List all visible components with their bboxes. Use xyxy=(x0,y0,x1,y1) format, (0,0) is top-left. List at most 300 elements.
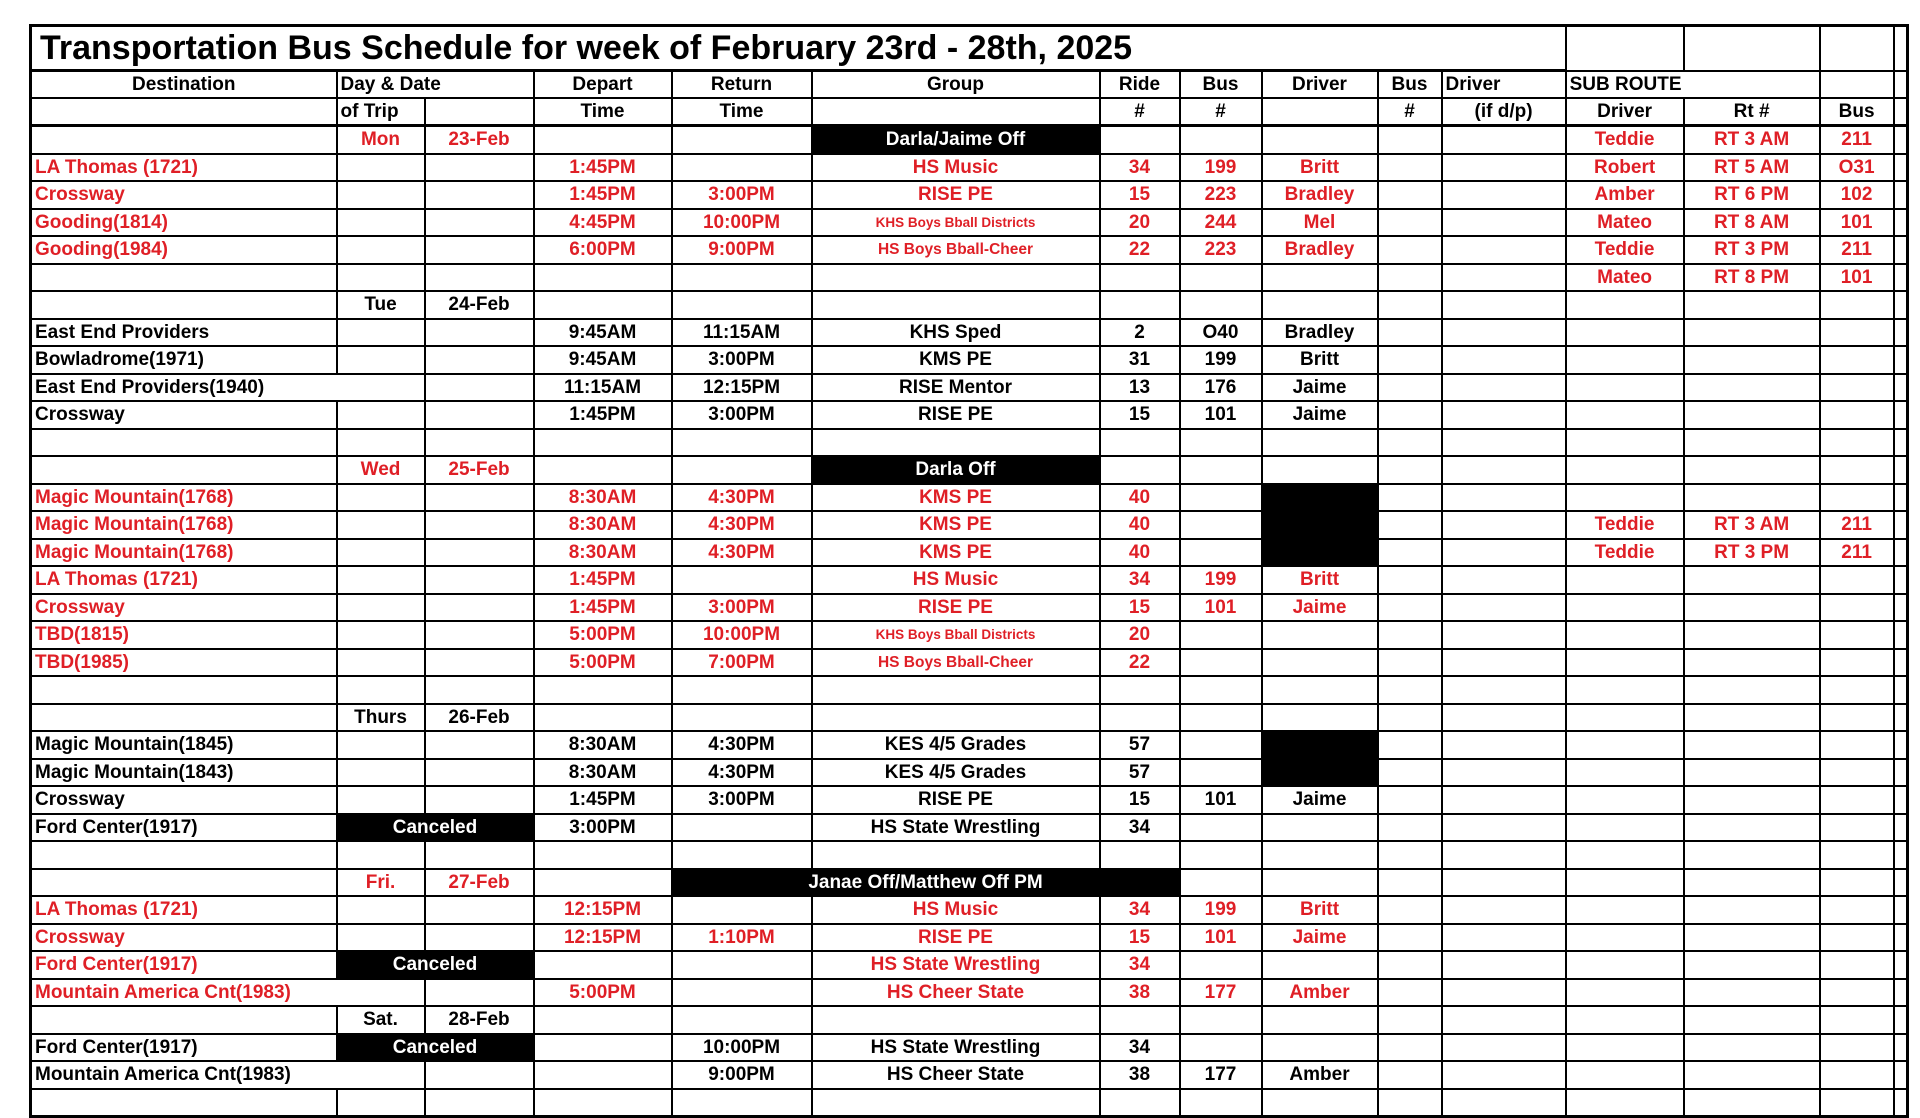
cell-driver xyxy=(1262,621,1378,649)
cell-group: KHS Sped xyxy=(812,319,1100,347)
cell-driver2 xyxy=(1442,924,1566,952)
schedule-row xyxy=(31,181,1908,209)
bus-schedule-sheet xyxy=(29,24,1909,1118)
cell-driver2 xyxy=(1442,896,1566,924)
cell-sub-rt: RT 8 AM xyxy=(1684,209,1820,237)
cell-bus2-num xyxy=(1378,1006,1442,1034)
cell-group: KES 4/5 Grades xyxy=(812,759,1100,787)
schedule-row xyxy=(31,951,1908,979)
cell-group xyxy=(812,1089,1100,1117)
header-empty-cell xyxy=(1894,71,1908,99)
cell-ride-num xyxy=(1100,291,1180,319)
cell-driver2 xyxy=(1442,869,1566,897)
cell-bus2-num xyxy=(1378,181,1442,209)
cell-off-banner: Darla/Jaime Off xyxy=(812,126,1100,154)
cell-sub-rt xyxy=(1684,456,1820,484)
cell-bus2-num xyxy=(1378,896,1442,924)
col-header-day-date: Day & Date xyxy=(337,71,534,99)
cell-day xyxy=(337,649,425,677)
cell-sub-rt: RT 8 PM xyxy=(1684,264,1820,292)
sheet-title: Transportation Bus Schedule for week of February 23rd - 28th, 2025 xyxy=(31,26,1566,71)
header-empty-cell xyxy=(31,98,337,126)
cell-group xyxy=(812,429,1100,457)
cell-sub-driver xyxy=(1566,621,1684,649)
cell-sub-rt xyxy=(1684,1061,1820,1089)
cell-depart-time: 1:45PM xyxy=(534,594,672,622)
cell-return-time xyxy=(672,126,812,154)
cell-sub-driver xyxy=(1566,924,1684,952)
cell-sub-rt xyxy=(1684,649,1820,677)
cell-sub-rt xyxy=(1684,346,1820,374)
cell-off-banner: Darla Off xyxy=(812,456,1100,484)
cell-ride-num: 13 xyxy=(1100,374,1180,402)
cell-group: KES 4/5 Grades xyxy=(812,731,1100,759)
cell-ride-num xyxy=(1100,126,1180,154)
cell-depart-time: 1:45PM xyxy=(534,154,672,182)
cell-tail xyxy=(1894,924,1908,952)
cell-driver2 xyxy=(1442,951,1566,979)
cell-depart-time: 3:00PM xyxy=(534,814,672,842)
cell-depart-time: 8:30AM xyxy=(534,539,672,567)
cell-driver xyxy=(1262,264,1378,292)
cell-destination: Gooding(1814) xyxy=(31,209,337,237)
cell-sub-bus xyxy=(1820,291,1894,319)
cell-group: HS State Wrestling xyxy=(812,951,1100,979)
cell-sub-bus: 102 xyxy=(1820,181,1894,209)
cell-sub-bus xyxy=(1820,731,1894,759)
cell-group: HS Cheer State xyxy=(812,979,1100,1007)
cell-sub-bus: 211 xyxy=(1820,511,1894,539)
cell-sub-rt xyxy=(1684,401,1820,429)
cell-destination xyxy=(31,126,337,154)
cell-sub-bus xyxy=(1820,374,1894,402)
cell-sub-driver xyxy=(1566,346,1684,374)
header-empty-cell xyxy=(1820,71,1894,99)
cell-tail xyxy=(1894,814,1908,842)
cell-destination: East End Providers xyxy=(31,319,337,347)
header-empty-cell xyxy=(425,98,534,126)
cell-driver xyxy=(1262,704,1378,732)
schedule-row xyxy=(31,621,1908,649)
cell-bus-num: 101 xyxy=(1180,401,1262,429)
schedule-row xyxy=(31,676,1908,704)
cell-ride-num: 15 xyxy=(1100,924,1180,952)
cell-day: Tue xyxy=(337,291,425,319)
cell-sub-driver: Teddie xyxy=(1566,236,1684,264)
cell-driver2 xyxy=(1442,814,1566,842)
cell-bus-num: 101 xyxy=(1180,924,1262,952)
cell-bus2-num xyxy=(1378,566,1442,594)
cell-bus2-num xyxy=(1378,951,1442,979)
cell-bus-num: 223 xyxy=(1180,236,1262,264)
cell-group xyxy=(812,841,1100,869)
cell-sub-bus xyxy=(1820,621,1894,649)
header-row-1 xyxy=(31,71,1908,99)
cell-depart-time: 8:30AM xyxy=(534,731,672,759)
cell-date xyxy=(425,539,534,567)
cell-sub-driver xyxy=(1566,979,1684,1007)
cell-ride-num: 15 xyxy=(1100,401,1180,429)
cell-canceled: Canceled xyxy=(337,951,534,979)
cell-sub-rt xyxy=(1684,786,1820,814)
cell-sub-driver xyxy=(1566,731,1684,759)
cell-day xyxy=(337,511,425,539)
cell-return-time: 10:00PM xyxy=(672,209,812,237)
cell-sub-driver: Teddie xyxy=(1566,126,1684,154)
cell-date xyxy=(425,319,534,347)
cell-group: KHS Boys Bball Districts xyxy=(812,209,1100,237)
cell-bus-num xyxy=(1180,1089,1262,1117)
cell-depart-time xyxy=(534,264,672,292)
cell-group: HS Boys Bball-Cheer xyxy=(812,649,1100,677)
cell-bus2-num xyxy=(1378,236,1442,264)
cell-tail xyxy=(1894,374,1908,402)
cell-tail xyxy=(1894,896,1908,924)
col-header-driver: Driver xyxy=(1262,71,1378,99)
col-header-destination: Destination xyxy=(31,71,337,99)
cell-destination xyxy=(31,676,337,704)
schedule-header xyxy=(31,26,1908,126)
cell-depart-time xyxy=(534,456,672,484)
cell-sub-rt xyxy=(1684,841,1820,869)
cell-sub-rt: RT 3 PM xyxy=(1684,236,1820,264)
cell-bus-num: O40 xyxy=(1180,319,1262,347)
schedule-row xyxy=(31,264,1908,292)
cell-return-time xyxy=(672,291,812,319)
cell-tail xyxy=(1894,209,1908,237)
cell-return-time xyxy=(672,429,812,457)
cell-tail xyxy=(1894,511,1908,539)
title-empty-cell xyxy=(1684,26,1820,71)
cell-date xyxy=(425,1061,534,1089)
cell-destination: Magic Mountain(1843) xyxy=(31,759,337,787)
cell-return-time xyxy=(672,979,812,1007)
cell-ride-num xyxy=(1100,264,1180,292)
cell-date xyxy=(425,979,534,1007)
cell-ride-num xyxy=(1100,704,1180,732)
cell-bus-num xyxy=(1180,841,1262,869)
col-header-group: Group xyxy=(812,71,1100,99)
cell-group: RISE PE xyxy=(812,401,1100,429)
cell-sub-rt: RT 3 PM xyxy=(1684,539,1820,567)
cell-return-time xyxy=(672,841,812,869)
schedule-row xyxy=(31,896,1908,924)
cell-bus2-num xyxy=(1378,209,1442,237)
cell-depart-time xyxy=(534,1089,672,1117)
cell-bus2-num xyxy=(1378,154,1442,182)
cell-return-time: 12:15PM xyxy=(672,374,812,402)
cell-ride-num: 20 xyxy=(1100,209,1180,237)
cell-bus2-num xyxy=(1378,1061,1442,1089)
cell-driver: Jaime xyxy=(1262,374,1378,402)
cell-day xyxy=(337,621,425,649)
cell-sub-driver xyxy=(1566,759,1684,787)
col-header-return: Return xyxy=(672,71,812,99)
cell-driver: Amber xyxy=(1262,1061,1378,1089)
cell-ride-num: 40 xyxy=(1100,539,1180,567)
cell-bus-num xyxy=(1180,429,1262,457)
cell-return-time xyxy=(672,814,812,842)
cell-destination: Magic Mountain(1845) xyxy=(31,731,337,759)
cell-destination: Bowladrome(1971) xyxy=(31,346,337,374)
cell-group: HS Cheer State xyxy=(812,1061,1100,1089)
cell-bus2-num xyxy=(1378,511,1442,539)
cell-destination: LA Thomas (1721) xyxy=(31,154,337,182)
cell-day xyxy=(337,924,425,952)
schedule-row xyxy=(31,291,1908,319)
cell-day: Fri. xyxy=(337,869,425,897)
cell-sub-driver xyxy=(1566,1089,1684,1117)
cell-day xyxy=(337,566,425,594)
cell-day xyxy=(337,841,425,869)
cell-driver-blacked-out xyxy=(1262,731,1378,759)
cell-depart-time: 5:00PM xyxy=(534,979,672,1007)
schedule-row xyxy=(31,731,1908,759)
cell-tail xyxy=(1894,539,1908,567)
cell-date xyxy=(425,209,534,237)
cell-day xyxy=(337,154,425,182)
cell-day xyxy=(337,676,425,704)
cell-driver: Jaime xyxy=(1262,401,1378,429)
cell-bus-num xyxy=(1180,814,1262,842)
cell-tail xyxy=(1894,869,1908,897)
cell-sub-rt: RT 5 AM xyxy=(1684,154,1820,182)
cell-sub-bus xyxy=(1820,924,1894,952)
cell-bus-num xyxy=(1180,291,1262,319)
cell-depart-time xyxy=(534,126,672,154)
cell-ride-num: 38 xyxy=(1100,979,1180,1007)
cell-sub-rt xyxy=(1684,731,1820,759)
cell-sub-rt: RT 3 AM xyxy=(1684,511,1820,539)
schedule-row xyxy=(31,924,1908,952)
cell-driver2 xyxy=(1442,1034,1566,1062)
cell-tail xyxy=(1894,429,1908,457)
cell-day xyxy=(337,429,425,457)
cell-ride-num: 34 xyxy=(1100,154,1180,182)
cell-sub-driver xyxy=(1566,566,1684,594)
cell-ride-num: 22 xyxy=(1100,649,1180,677)
cell-sub-bus xyxy=(1820,319,1894,347)
cell-driver xyxy=(1262,291,1378,319)
cell-depart-time: 5:00PM xyxy=(534,621,672,649)
cell-driver2 xyxy=(1442,456,1566,484)
cell-group: KMS PE xyxy=(812,511,1100,539)
cell-ride-num xyxy=(1100,429,1180,457)
cell-bus2-num xyxy=(1378,869,1442,897)
cell-sub-rt xyxy=(1684,594,1820,622)
cell-driver-blacked-out xyxy=(1262,759,1378,787)
cell-driver2 xyxy=(1442,676,1566,704)
cell-sub-driver xyxy=(1566,704,1684,732)
cell-bus2-num xyxy=(1378,401,1442,429)
cell-tail xyxy=(1894,759,1908,787)
cell-sub-driver: Mateo xyxy=(1566,264,1684,292)
cell-depart-time: 12:15PM xyxy=(534,896,672,924)
cell-canceled: Canceled xyxy=(337,1034,534,1062)
cell-sub-rt xyxy=(1684,1034,1820,1062)
cell-date xyxy=(425,511,534,539)
cell-bus-num xyxy=(1180,456,1262,484)
cell-sub-bus xyxy=(1820,346,1894,374)
cell-tail xyxy=(1894,346,1908,374)
cell-destination: Crossway xyxy=(31,401,337,429)
cell-group xyxy=(812,676,1100,704)
cell-bus2-num xyxy=(1378,676,1442,704)
cell-bus-num: 199 xyxy=(1180,896,1262,924)
cell-depart-time: 5:00PM xyxy=(534,649,672,677)
cell-destination: Crossway xyxy=(31,594,337,622)
cell-bus2-num xyxy=(1378,126,1442,154)
schedule-row xyxy=(31,539,1908,567)
cell-sub-rt xyxy=(1684,869,1820,897)
cell-canceled: Canceled xyxy=(337,814,534,842)
cell-destination: Gooding(1984) xyxy=(31,236,337,264)
cell-bus-num xyxy=(1180,731,1262,759)
cell-ride-num: 15 xyxy=(1100,594,1180,622)
cell-day: Thurs xyxy=(337,704,425,732)
cell-driver xyxy=(1262,951,1378,979)
cell-date xyxy=(425,1089,534,1117)
cell-day xyxy=(337,896,425,924)
cell-driver xyxy=(1262,456,1378,484)
cell-bus-num: 101 xyxy=(1180,786,1262,814)
cell-bus2-num xyxy=(1378,456,1442,484)
cell-date xyxy=(425,896,534,924)
cell-bus-num xyxy=(1180,869,1262,897)
cell-sub-rt xyxy=(1684,566,1820,594)
cell-sub-driver xyxy=(1566,649,1684,677)
cell-sub-bus xyxy=(1820,979,1894,1007)
cell-sub-driver xyxy=(1566,594,1684,622)
cell-driver2 xyxy=(1442,1089,1566,1117)
cell-sub-rt xyxy=(1684,924,1820,952)
cell-tail xyxy=(1894,786,1908,814)
cell-bus-num xyxy=(1180,621,1262,649)
cell-date xyxy=(425,649,534,677)
cell-sub-driver: Teddie xyxy=(1566,511,1684,539)
cell-date: 26-Feb xyxy=(425,704,534,732)
cell-depart-time xyxy=(534,841,672,869)
cell-bus-num: 177 xyxy=(1180,979,1262,1007)
cell-driver2 xyxy=(1442,594,1566,622)
cell-sub-driver xyxy=(1566,401,1684,429)
cell-sub-bus xyxy=(1820,951,1894,979)
cell-destination: Ford Center(1917) xyxy=(31,814,337,842)
cell-ride-num: 20 xyxy=(1100,621,1180,649)
cell-date: 24-Feb xyxy=(425,291,534,319)
header-empty-cell xyxy=(1262,98,1378,126)
cell-return-time xyxy=(672,896,812,924)
cell-driver2 xyxy=(1442,346,1566,374)
cell-depart-time: 12:15PM xyxy=(534,924,672,952)
cell-driver-blacked-out xyxy=(1262,484,1378,512)
cell-driver: Britt xyxy=(1262,566,1378,594)
cell-sub-driver xyxy=(1566,374,1684,402)
schedule-row xyxy=(31,869,1908,897)
cell-sub-bus xyxy=(1820,841,1894,869)
schedule-row xyxy=(31,704,1908,732)
cell-sub-driver xyxy=(1566,1006,1684,1034)
schedule-row xyxy=(31,319,1908,347)
cell-return-time xyxy=(672,676,812,704)
cell-tail xyxy=(1894,264,1908,292)
cell-destination: Ford Center(1917) xyxy=(31,1034,337,1062)
cell-date xyxy=(425,731,534,759)
cell-destination: Mountain America Cnt(1983) xyxy=(31,1061,425,1089)
cell-tail xyxy=(1894,951,1908,979)
cell-destination xyxy=(31,456,337,484)
cell-tail xyxy=(1894,621,1908,649)
cell-ride-num xyxy=(1100,841,1180,869)
cell-bus2-num xyxy=(1378,539,1442,567)
cell-depart-time: 11:15AM xyxy=(534,374,672,402)
cell-driver2 xyxy=(1442,319,1566,347)
cell-bus-num xyxy=(1180,676,1262,704)
col-header-return-time: Time xyxy=(672,98,812,126)
cell-sub-driver xyxy=(1566,319,1684,347)
cell-sub-bus: 211 xyxy=(1820,236,1894,264)
cell-return-time xyxy=(672,566,812,594)
cell-sub-driver xyxy=(1566,676,1684,704)
cell-group: RISE PE xyxy=(812,924,1100,952)
cell-bus-num xyxy=(1180,649,1262,677)
cell-ride-num: 2 xyxy=(1100,319,1180,347)
cell-tail xyxy=(1894,979,1908,1007)
cell-depart-time xyxy=(534,869,672,897)
schedule-row xyxy=(31,511,1908,539)
cell-group xyxy=(812,1006,1100,1034)
cell-sub-bus xyxy=(1820,429,1894,457)
cell-sub-driver: Teddie xyxy=(1566,539,1684,567)
cell-driver: Bradley xyxy=(1262,236,1378,264)
cell-sub-bus xyxy=(1820,566,1894,594)
cell-depart-time xyxy=(534,291,672,319)
cell-sub-driver: Mateo xyxy=(1566,209,1684,237)
cell-tail xyxy=(1894,731,1908,759)
cell-driver xyxy=(1262,429,1378,457)
cell-destination: TBD(1985) xyxy=(31,649,337,677)
cell-group: HS Music xyxy=(812,566,1100,594)
col-header-bus: Bus xyxy=(1180,71,1262,99)
cell-sub-rt xyxy=(1684,896,1820,924)
cell-ride-num: 57 xyxy=(1100,759,1180,787)
cell-driver2 xyxy=(1442,1061,1566,1089)
cell-destination: Crossway xyxy=(31,181,337,209)
cell-date xyxy=(425,154,534,182)
cell-sub-bus xyxy=(1820,759,1894,787)
cell-depart-time: 8:30AM xyxy=(534,484,672,512)
col-header-bus2: Bus xyxy=(1378,71,1442,99)
cell-driver xyxy=(1262,126,1378,154)
cell-sub-driver xyxy=(1566,291,1684,319)
cell-group: RISE PE xyxy=(812,594,1100,622)
cell-destination: Mountain America Cnt(1983) xyxy=(31,979,425,1007)
cell-bus2-num xyxy=(1378,374,1442,402)
cell-driver2 xyxy=(1442,209,1566,237)
cell-depart-time: 1:45PM xyxy=(534,786,672,814)
cell-destination xyxy=(31,704,337,732)
cell-bus2-num xyxy=(1378,1034,1442,1062)
cell-driver xyxy=(1262,814,1378,842)
cell-tail xyxy=(1894,291,1908,319)
cell-return-time: 7:00PM xyxy=(672,649,812,677)
cell-return-time: 10:00PM xyxy=(672,1034,812,1062)
col-header-bus2-num: # xyxy=(1378,98,1442,126)
cell-destination: LA Thomas (1721) xyxy=(31,896,337,924)
schedule-row xyxy=(31,456,1908,484)
cell-driver2 xyxy=(1442,264,1566,292)
cell-driver2 xyxy=(1442,621,1566,649)
